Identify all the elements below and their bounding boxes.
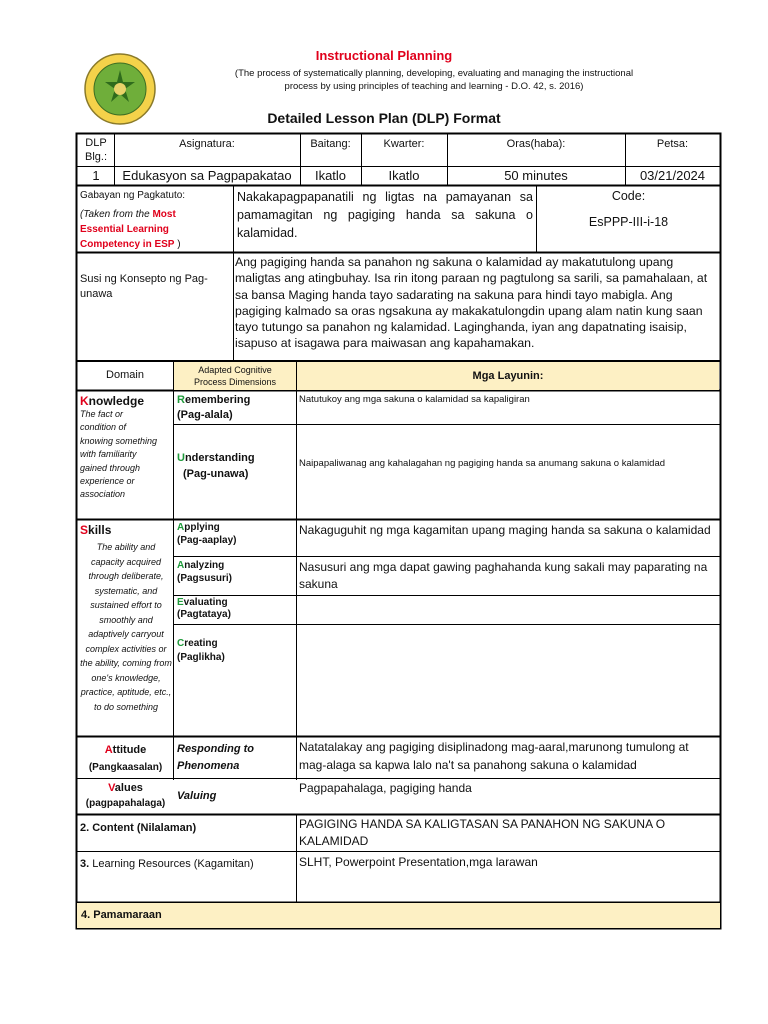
knowledge-rest: nowledge [88,394,145,408]
attitude-mid: Responding to Phenomena [177,743,254,772]
values-rest: alues [114,782,143,794]
domain-header-layunin: Mga Layunin: [297,362,719,390]
content-text: PAGIGING HANDA SA KALIGTASAN SA PANAHON NG SAKUNA O KALAMIDAD [299,817,666,848]
page-header-title: Instructional Planning [315,48,453,63]
domain-header-domain: Domain [106,369,144,381]
remembering-sub: (Pag-alala) [177,409,233,421]
evaluating-rest: valuating [183,597,228,608]
gabayan-text: Nakakapagpapanatili ng ligtas na pamayanan sa pamamagitan ng pagiging handa sa sakuna o kalamidad. [237,190,533,240]
label-kwarter: Kwarter: [383,138,425,150]
creating-sub: (Paglikha) [177,652,225,663]
understanding-sub: (Pag-unawa) [183,468,249,480]
applying-rest: pplying [184,522,220,533]
knowledge-desc: The fact or condition of knowing something with familiarity gained through experience or association [80,409,158,500]
creating-rest: reating [184,638,218,649]
code-value: EsPPP-III-i-18 [588,215,669,229]
adapted-line1: Adapted Cognitive [198,365,272,375]
analyzing-sub: (Pagsusuri) [177,573,233,584]
values-text: Pagpapahalaga, pagiging handa [299,781,472,795]
value-baitang: Ikatlo [314,168,347,183]
skills-initial: S [80,523,89,537]
gabayan-note-red2: Essential Learning [80,224,169,235]
resources-num: 3. [80,858,90,870]
resources-text: SLHT, Powerpoint Presentation,mga larawan [299,855,538,869]
knowledge-initial: K [80,394,89,408]
attitude-label [78,741,173,777]
value-dlp: 1 [92,168,100,183]
values-mid: Valuing [177,790,217,802]
resources-label-text: Learning Resources (Kagamitan) [89,858,254,870]
gabayan-label-cell [80,188,232,252]
document-title: Detailed Lesson Plan (DLP) Format [267,110,501,126]
label-dlp-line2: Blg.: [84,151,107,163]
values-initial: V [108,782,115,794]
label-baitang: Baitang: [310,138,351,150]
attitude-text: Natatalakay ang pagiging disiplinadong mag-aaral,marunong tumulong at mag-alaga sa kapwa lalo na't sa panahong sakuna o kalamidad [299,740,689,772]
gabayan-note-red3: Competency in ESP [80,239,175,250]
values-sub: (pagpapahalaga) [85,798,166,809]
value-kwarter: Ikatlo [388,168,420,183]
evaluating-label [177,597,295,621]
value-oras: 50 minutes [504,168,568,183]
label-petsa: Petsa: [656,138,689,150]
analyzing-label [177,559,295,585]
page-header-subtitle-2: process by using principles of teaching and learning - D.O. 42, s. 2016) [284,81,584,92]
attitude-sub: (Pangkaasalan) [88,762,163,773]
attitude-rest: ttitude [112,744,147,756]
applying-text: Nakaguguhit ng mga kagamitan upang maging handa sa sakuna o kalamidad [299,523,711,537]
label-dlp-line1: DLP [85,137,107,149]
gabayan-label: Gabayan ng Pagkatuto: [80,190,186,201]
content-label: 2. Content (Nilalaman) [80,822,197,834]
page-header-subtitle-1: (The process of systematically planning, developing, evaluating and managing the instructional [234,68,634,79]
understanding-rest: nderstanding [184,452,255,464]
understanding-text: Naipapaliwanag ang kahalagahan ng pagiging handa sa anumang sakuna o kalamidad [299,458,666,469]
creating-initial: C [177,638,185,649]
value-asignatura: Edukasyon sa Pagpapakatao [122,168,292,183]
gabayan-note-prefix: (Taken from the [80,209,153,220]
resources-label [80,858,295,870]
gabayan-note-suffix: ) [174,239,181,250]
understanding-initial: U [177,452,185,464]
evaluating-initial: E [177,597,184,608]
applying-sub: (Pag-aaplay) [177,535,237,546]
analyzing-text: Nasusuri ang mga dapat gawing paghahanda kung sakali may paparating na sakuna [299,560,708,591]
label-dlp [78,136,114,164]
skills-desc: The ability and capacity acquired through deliberate, systematic, and sustained effort to smoothly and adaptively carryout complex activities or the ability, coming from one's knowledge, practice, aptitude, etc., to do something [80,542,172,712]
evaluating-sub: (Pagtataya) [177,609,231,620]
remembering-rest: emembering [184,394,251,406]
pamamaraan-label: 4. Pamamaraan [77,903,720,928]
knowledge-title [80,394,172,408]
creating-label [177,637,295,665]
domain-header-adapted [174,362,296,390]
applying-initial: A [177,522,185,533]
applying-label [177,521,295,547]
understanding-label [177,450,295,482]
value-petsa: 03/21/2024 [639,168,706,183]
attitude-initial: A [104,744,113,756]
values-label [78,780,173,812]
susi-text: Ang pagiging handa sa panahon ng sakuna o kalamidad ay makatutulong upang maligtas ang atingbuhay. Isa rin itong paraan ng pagtulong sa sarili, sa pamahalaan, at sa bansa Maging handa tayo sadarating na sakuna para hindi tayo mabigla. Ang pagiging kalmado sa oras ngsakuna ay makakatulongdin upang alam natin kung saan tayo tutungo sa panahon ng kalamidad. Laginghanda, iyan ang dapatnating isaisip, isapuso at isagawa para maiwasan ang kapahamakan. [235,255,708,351]
label-oras: Oras(haba): [506,138,566,150]
susi-label: Susi ng Konsepto ng Pag-unawa [80,273,208,300]
remembering-label [177,393,295,423]
code-label: Code: [611,189,646,203]
adapted-line2: Process Dimensions [193,377,277,387]
analyzing-initial: A [177,560,185,571]
gabayan-note-line3 [80,237,232,252]
gabayan-note [80,207,232,222]
remembering-initial: R [177,394,185,406]
gabayan-note-red1: Most [152,209,176,220]
analyzing-rest: nalyzing [184,560,225,571]
label-asignatura: Asignatura: [179,138,235,150]
remembering-text: Natutukoy ang mga sakuna o kalamidad sa kapaligiran [299,394,530,405]
skills-rest: kills [88,523,112,537]
skills-title [80,523,172,537]
